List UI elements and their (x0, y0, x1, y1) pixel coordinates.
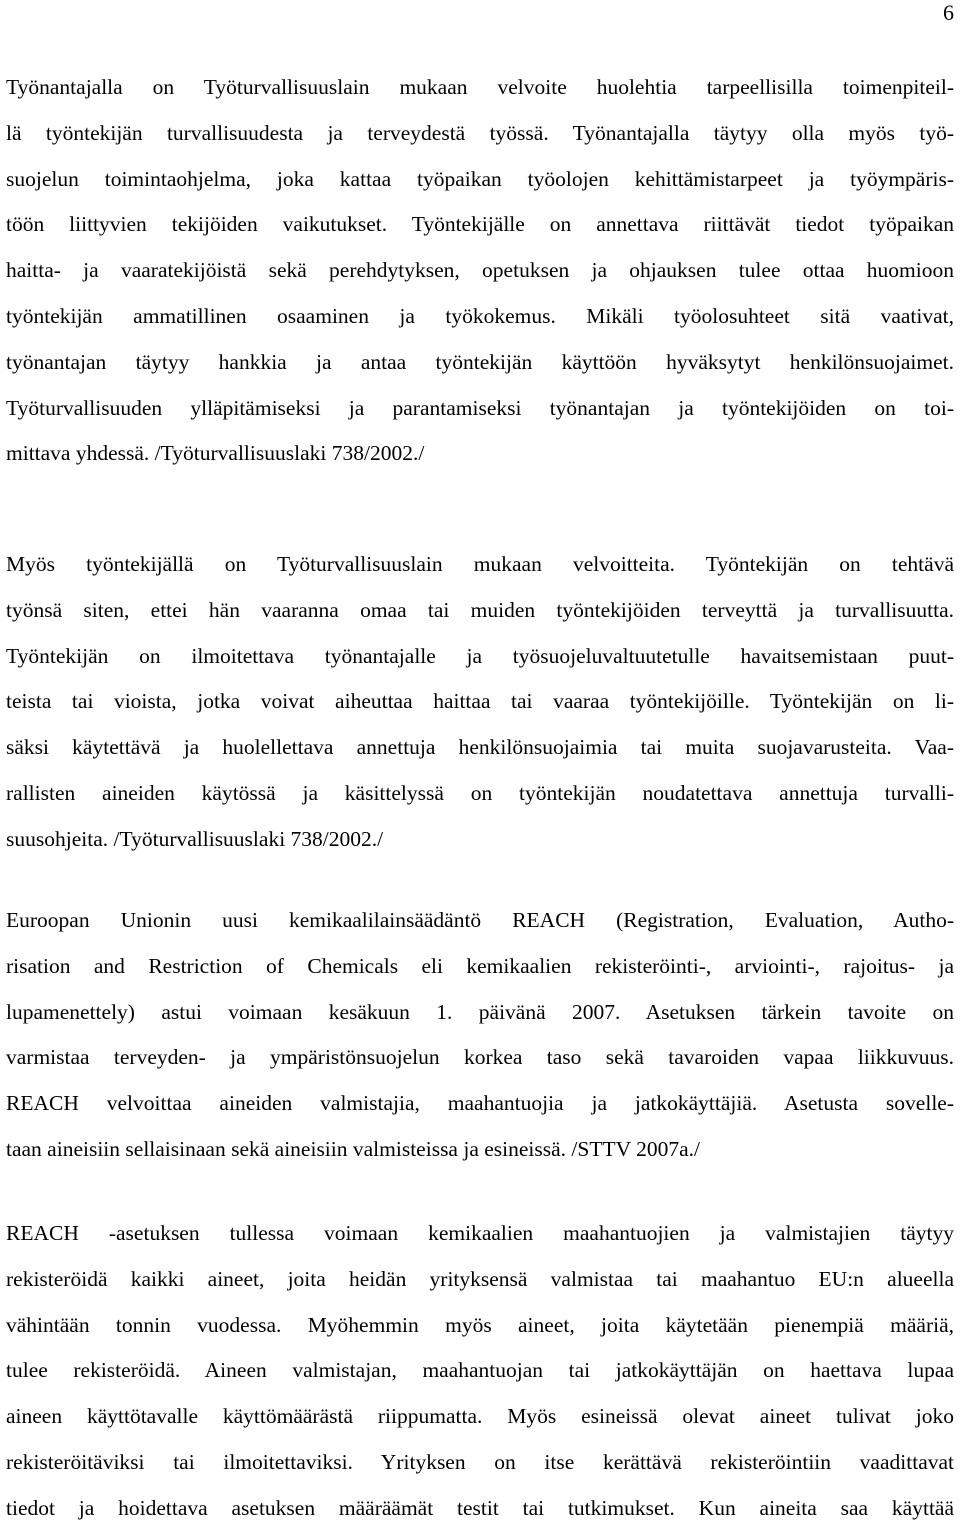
text-line: mittava yhdessä. /Työturvallisuuslaki 738/2002./ (6, 441, 425, 466)
text-line: tiedot ja hoidettava asetuksen määräämät testit tai tutkimukset. Kun aineita saa käyttää (6, 1495, 954, 1520)
text-line: risation and Restriction of Chemicals eli kemikaalien rekisteröinti-, arviointi-, rajoitus- ja (6, 953, 954, 978)
text-line: REACH -asetuksen tullessa voimaan kemikaalien maahantuojien ja valmistajien täytyy (6, 1221, 954, 1245)
paragraph-employee-obligations (6, 542, 954, 863)
text-line: rekisteröidä kaikki aineet, joita heidän yrityksensä valmistaa tai maahantuo EU:n alueella (6, 1266, 954, 1291)
text-line: teista tai vioista, jotka voivat aiheuttaa haittaa tai vaaraa työntekijöille. Työntekijän on li- (6, 689, 954, 714)
text-line: varmistaa terveyden- ja ympäristönsuojelun korkea taso sekä tavaroiden vapaa liikkuvuus. (6, 1045, 954, 1070)
text-line: Työntekijän on ilmoitettava työnantajalle ja työsuojeluvaltuutetulle havaitsemistaan puut- (6, 643, 954, 668)
text-line: säksi käytettävä ja huolellettava annettuja henkilönsuojaimia tai muita suojavarusteita. Vaa- (6, 735, 954, 760)
paragraph-reach-registration (6, 1211, 954, 1532)
text-line: lupamenettely) astui voimaan kesäkuun 1. päivänä 2007. Asetuksen tärkein tavoite on (6, 999, 954, 1024)
text-line: Euroopan Unionin uusi kemikaalilainsäädäntö REACH (Registration, Evaluation, Autho- (6, 908, 954, 932)
text-line: aineen käyttötavalle käyttömäärästä riippumatta. Myös esineissä olevat aineet tulivat joko (6, 1404, 954, 1429)
text-line: tulee rekisteröidä. Aineen valmistajan, maahantuojan tai jatkokäyttäjän on haettava lupaa (6, 1358, 954, 1383)
page-number: 6 (943, 0, 954, 25)
text-line: työnantajan täytyy hankkia ja antaa työntekijän käyttöön hyväksytyt henkilönsuojaimet. (6, 349, 954, 374)
paragraph-reach-introduction (6, 898, 954, 1173)
text-line: Myös työntekijällä on Työturvallisuuslain mukaan velvoitteita. Työntekijän on tehtävä (6, 552, 954, 576)
text-line: rekisteröitäviksi tai ilmoitettaviksi. Yrityksen on itse kerättävä rekisteröintiin vaadittavat (6, 1449, 954, 1474)
text-line: töön liittyvien tekijöiden vaikutukset. Työntekijälle on annettava riittävät tiedot työpaikan (6, 212, 954, 237)
text-line: taan aineisiin sellaisinaan sekä aineisiin valmisteissa ja esineissä. /STTV 2007a./ (6, 1136, 701, 1161)
text-line: Työturvallisuuden ylläpitämiseksi ja parantamiseksi työnantajan ja työntekijöiden on toi- (6, 395, 954, 420)
text-line: vähintään tonnin vuodessa. Myöhemmin myös aineet, joita käytetään pienempiä määriä, (6, 1312, 954, 1337)
text-line: haitta- ja vaaratekijöistä sekä perehdytyksen, opetuksen ja ohjauksen tulee ottaa huomioon (6, 258, 954, 283)
text-line: suusohjeita. /Työturvallisuuslaki 738/2002./ (6, 826, 384, 851)
text-line: lä työntekijän turvallisuudesta ja terveydestä työssä. Työnantajalla täytyy olla myös työ- (6, 120, 954, 145)
text-line: REACH velvoittaa aineiden valmistajia, maahantuojia ja jatkokäyttäjiä. Asetusta sovelle- (6, 1091, 954, 1116)
text-line: rallisten aineiden käytössä ja käsittelyssä on työntekijän noudatettava annettuja turvalli- (6, 780, 954, 805)
text-line: työnsä siten, ettei hän vaaranna omaa tai muiden työntekijöiden terveyttä ja turvallisuutta. (6, 597, 954, 622)
paragraph-employer-obligations (6, 65, 954, 477)
text-line: suojelun toimintaohjelma, joka kattaa työpaikan työolojen kehittämistarpeet ja työympäris- (6, 166, 954, 191)
text-line: työntekijän ammatillinen osaaminen ja työkokemus. Mikäli työolosuhteet sitä vaativat, (6, 303, 954, 328)
text-line: Työnantajalla on Työturvallisuuslain mukaan velvoite huolehtia tarpeellisilla toimenpiteil- (6, 75, 954, 99)
